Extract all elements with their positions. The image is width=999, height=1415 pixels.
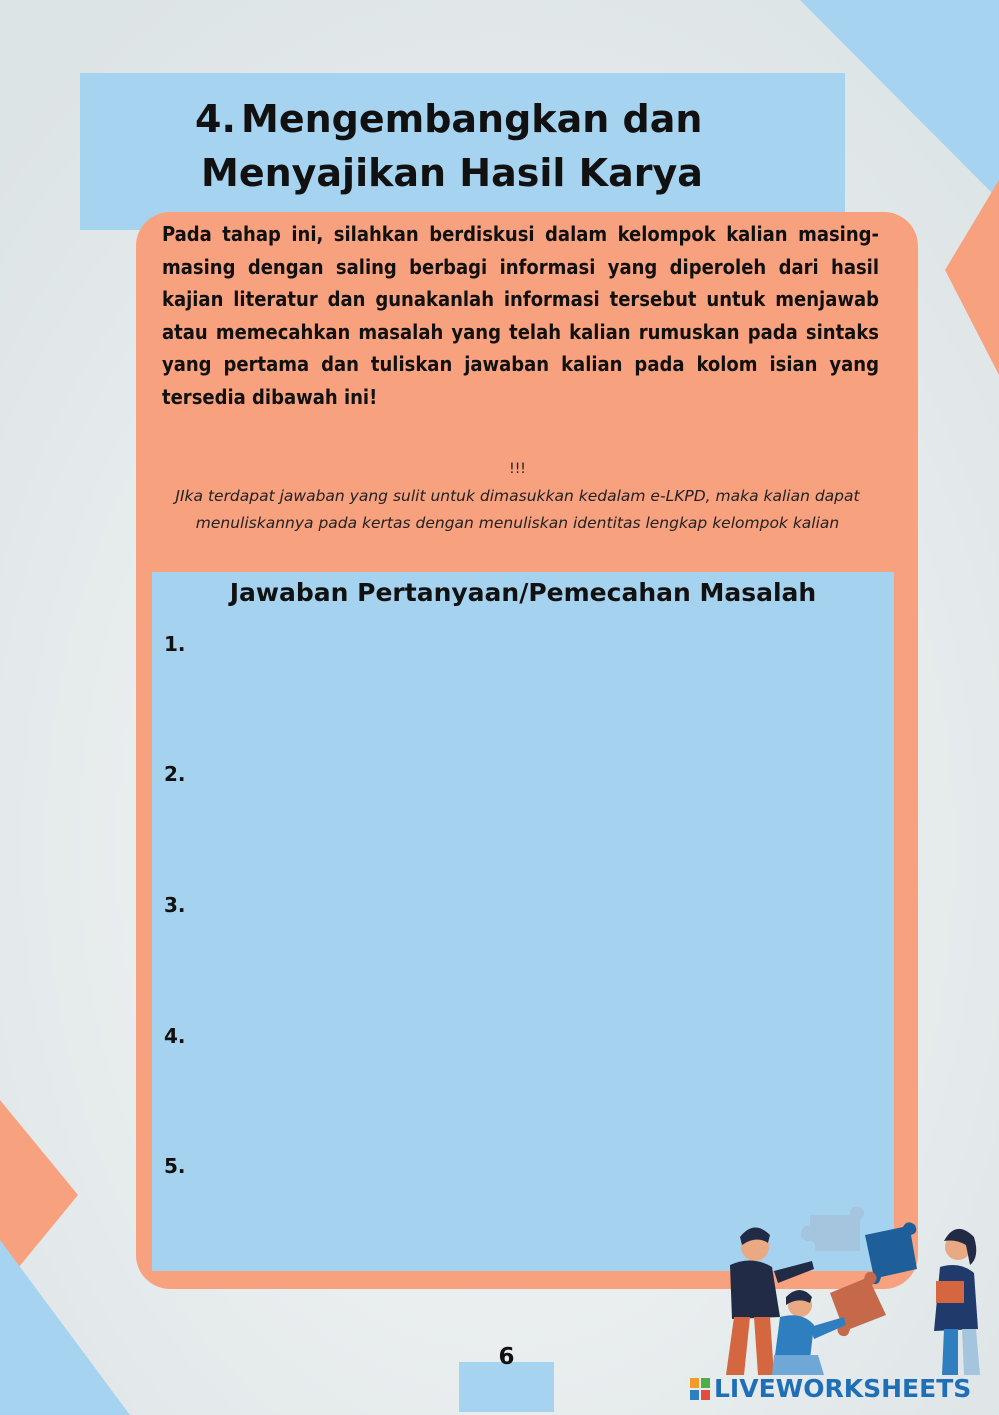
puzzle-people-illustration xyxy=(700,1205,999,1375)
title-line-1: Mengembangkan dan xyxy=(241,97,703,141)
answer-item-1[interactable]: 1. xyxy=(164,632,186,656)
answer-box-title: Jawaban Pertanyaan/Pemecahan Masalah xyxy=(229,578,817,607)
note-exclamation: !!! xyxy=(509,461,526,477)
instruction-text: Pada tahap ini, silahkan berdiskusi dalam kelompok kalian masing-masing dengan saling berbagi informasi yang diperoleh dari hasil kajian literatur dan gunakanlah informasi tersebut untuk menjawab atau memecahkan masalah yang telah kalian rumuskan pada sintaks yang pertama dan tuliskan jawaban kalian pada kolom isian yang tersedia dibawah ini! xyxy=(162,222,879,409)
page-title xyxy=(195,92,755,200)
watermark-text: LIVEWORKSHEETS xyxy=(714,1374,972,1403)
answer-item-5[interactable]: 5. xyxy=(164,1154,186,1178)
puzzle-piece-icon xyxy=(801,1207,864,1251)
page-number: 6 xyxy=(498,1344,515,1370)
title-line-2: Menyajikan Hasil Karya xyxy=(201,151,703,195)
answer-item-3[interactable]: 3. xyxy=(164,893,186,917)
note xyxy=(155,456,880,537)
note-text: JIka terdapat jawaban yang sulit untuk dimasukkan kedalam e-LKPD, maka kalian dapat menuliskannya pada kertas dengan menuliskan identitas lengkap kelompok kalian xyxy=(175,487,860,532)
section-number: 4. xyxy=(195,97,236,141)
answer-item-2[interactable]: 2. xyxy=(164,762,186,786)
liveworksheets-watermark xyxy=(690,1374,971,1403)
answer-item-4[interactable]: 4. xyxy=(164,1024,186,1048)
liveworksheets-logo-icon xyxy=(690,1378,710,1400)
answer-box[interactable] xyxy=(152,572,894,1271)
